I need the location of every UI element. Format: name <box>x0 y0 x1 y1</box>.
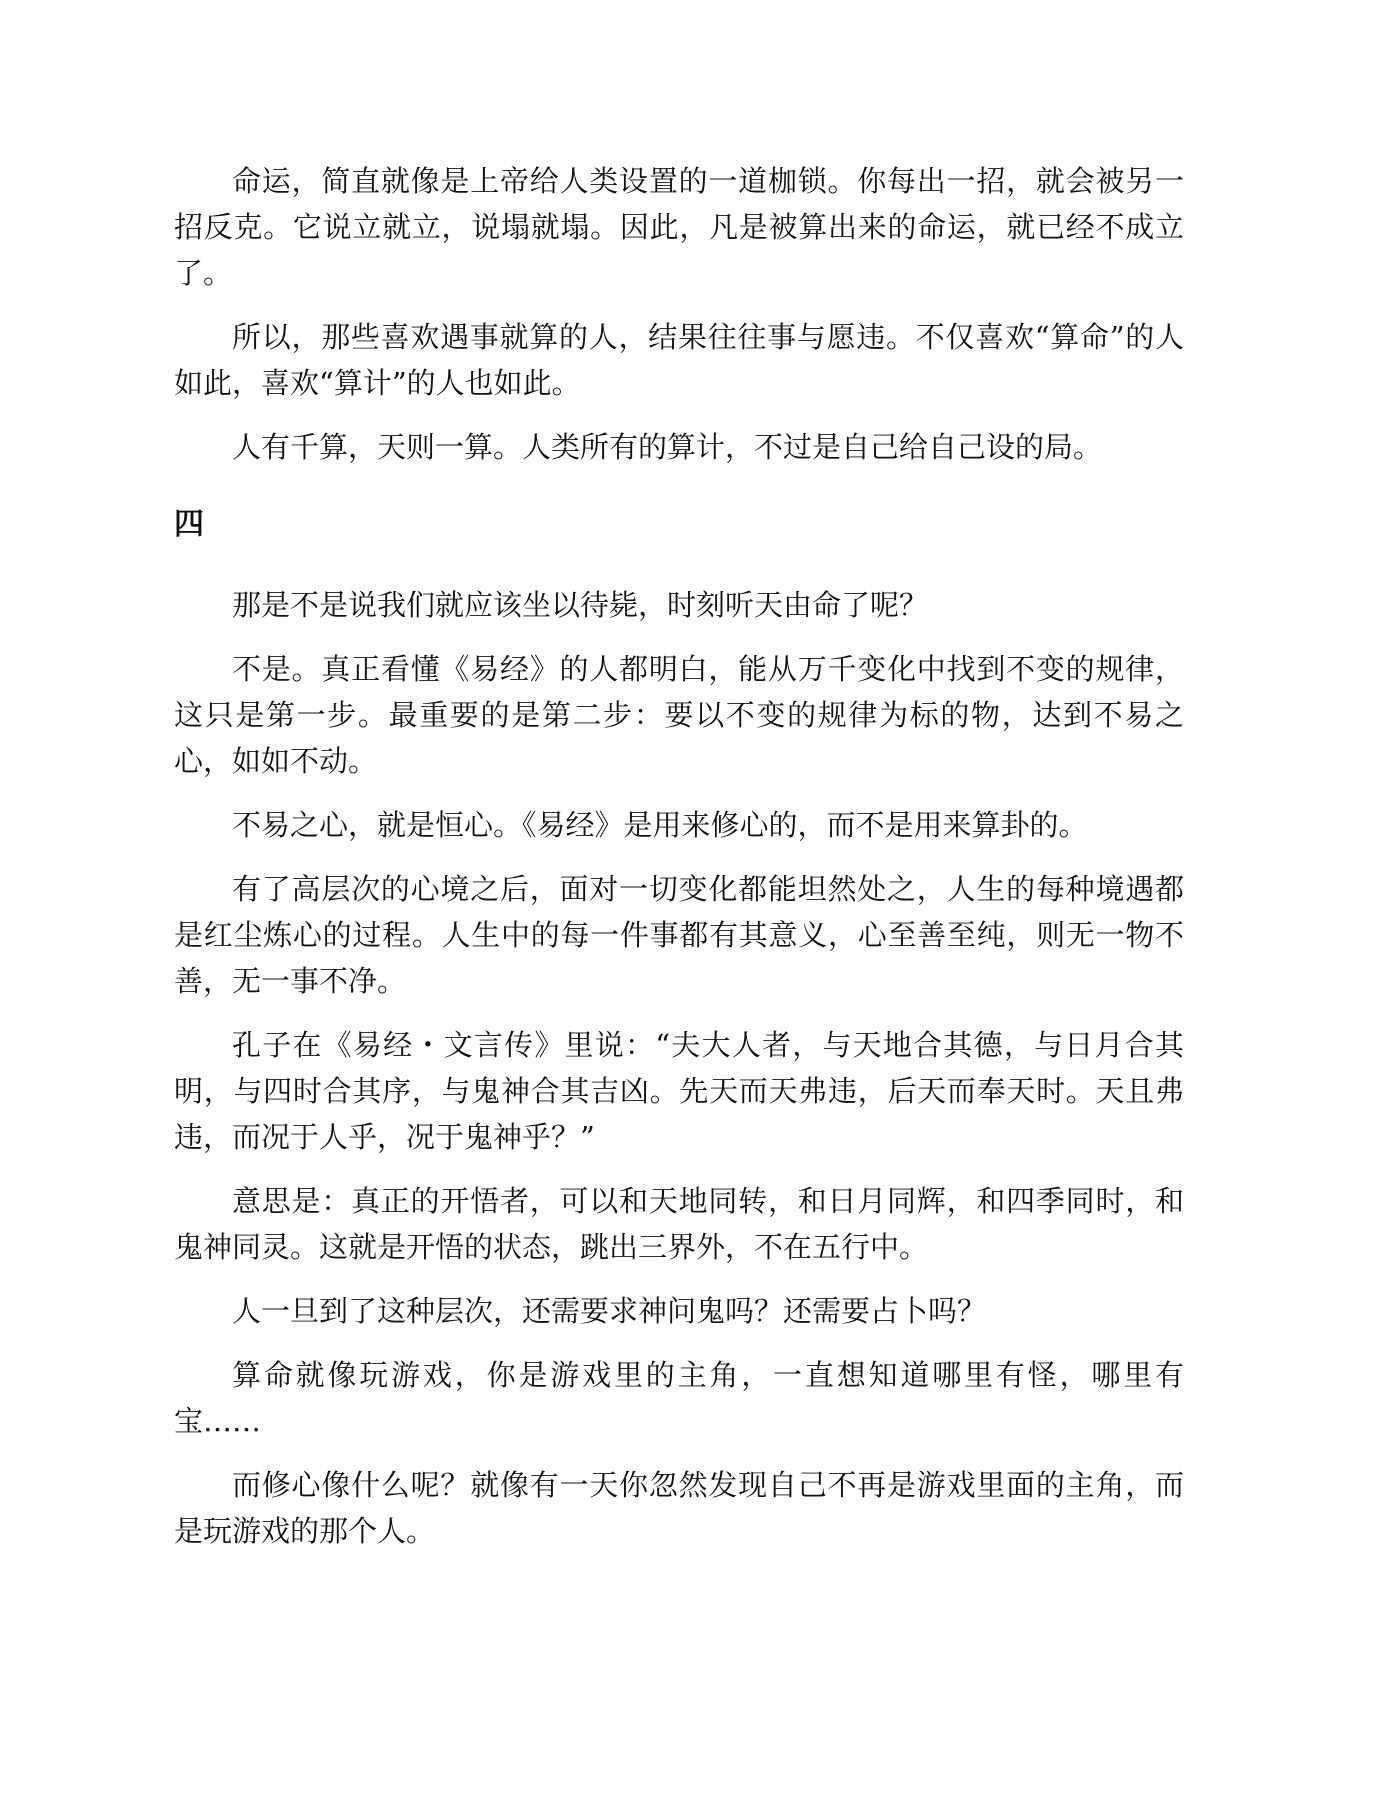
paragraph: 不易之心，就是恒心。《易经》是用来修心的，而不是用来算卦的。 <box>232 808 1088 842</box>
paragraph: 意思是：真正的开悟者，可以和天地同转，和日月同辉，和四季同时，和鬼神同灵。这就是开悟的状态，跳出三界外，不在五行中。 <box>174 1184 1184 1264</box>
paragraph: 人有千算，天则一算。人类所有的算计，不过是自己给自己设的局。 <box>232 430 1103 464</box>
paragraph: 命运，简直就像是上帝给人类设置的一道枷锁。你每出一招，就会被另一招反克。它说立就立，说塌就塌。因此，凡是被算出来的命运，就已经不成立了。 <box>174 164 1184 290</box>
section-heading: 四 <box>174 507 204 542</box>
paragraph: 不是。真正看懂《易经》的人都明白，能从万千变化中找到不变的规律，这只是第一步。最重要的是第二步：要以不变的规律为标的物，达到不易之心，如如不动。 <box>174 652 1184 778</box>
paragraph: 所以，那些喜欢遇事就算的人，结果往往事与愿违。不仅喜欢“算命”的人如此，喜欢“算计”的人也如此。 <box>174 320 1184 400</box>
page-body <box>174 158 1184 1572</box>
paragraph: 而修心像什么呢？就像有一天你忽然发现自己不再是游戏里面的主角，而是玩游戏的那个人。 <box>174 1468 1184 1548</box>
paragraph: 那是不是说我们就应该坐以待毙，时刻听天由命了呢？ <box>232 588 929 622</box>
paragraph: 孔子在《易经・文言传》里说：“夫大人者，与天地合其德，与日月合其明，与四时合其序，与鬼神合其吉凶。先天而天弗违，后天而奉天时。天且弗违，而况于人乎，况于鬼神乎？” <box>174 1028 1184 1154</box>
paragraph: 算命就像玩游戏，你是游戏里的主角，一直想知道哪里有怪，哪里有宝…… <box>174 1358 1184 1438</box>
paragraph: 人一旦到了这种层次，还需要求神问鬼吗？还需要占卜吗？ <box>232 1294 987 1328</box>
paragraph: 有了高层次的心境之后，面对一切变化都能坦然处之，人生的每种境遇都是红尘炼心的过程。人生中的每一件事都有其意义，心至善至纯，则无一物不善，无一事不净。 <box>174 872 1184 998</box>
